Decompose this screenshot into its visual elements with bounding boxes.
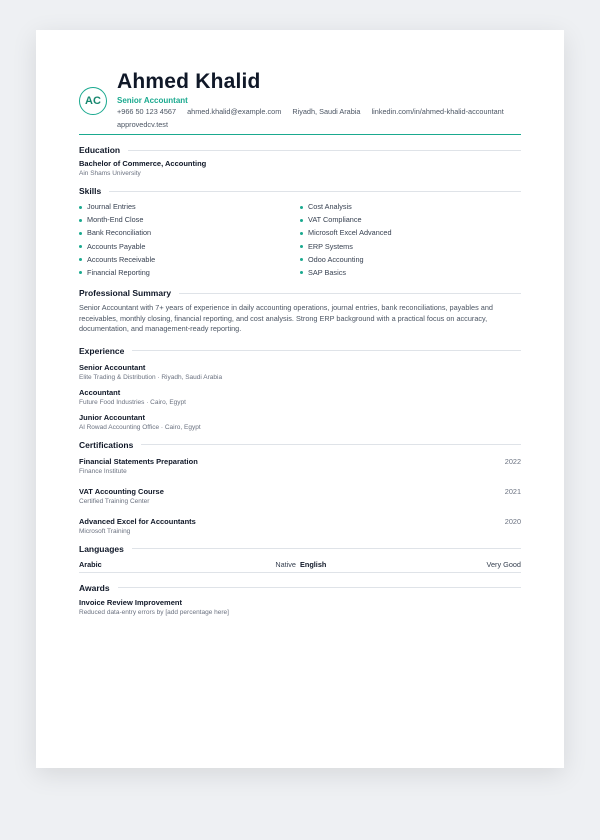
language-item bbox=[79, 558, 300, 572]
bullet-icon bbox=[300, 258, 303, 261]
certification-issuer: Certified Training Center bbox=[79, 497, 150, 505]
section-divider bbox=[132, 350, 521, 351]
bullet-icon bbox=[79, 245, 82, 248]
experience-item bbox=[79, 388, 521, 407]
bullet-icon bbox=[79, 206, 82, 209]
certification-name: Advanced Excel for Accountants bbox=[79, 516, 196, 526]
experience-role: Junior Accountant bbox=[79, 412, 145, 422]
section-divider bbox=[141, 444, 521, 445]
experience-item bbox=[79, 413, 521, 432]
skill-item bbox=[300, 266, 521, 279]
certification-item bbox=[79, 517, 521, 537]
certification-item bbox=[79, 487, 521, 512]
contact-email[interactable]: ahmed.khalid@example.com bbox=[187, 107, 282, 116]
resume-page bbox=[36, 30, 564, 768]
bullet-icon bbox=[79, 219, 82, 222]
section-languages bbox=[79, 542, 521, 573]
section-header bbox=[79, 184, 521, 198]
language-name: English bbox=[300, 559, 327, 569]
skill-item bbox=[300, 226, 521, 239]
section-certifications bbox=[79, 438, 521, 537]
language-level: Native bbox=[275, 559, 296, 569]
award-name: Invoice Review Improvement bbox=[79, 597, 182, 607]
section-divider bbox=[128, 150, 521, 151]
skill-item bbox=[300, 240, 521, 253]
skill-label: Odoo Accounting bbox=[308, 254, 364, 264]
certification-item bbox=[79, 457, 521, 482]
skill-label: Journal Entries bbox=[87, 202, 136, 211]
language-level: Very Good bbox=[486, 559, 521, 569]
contact-location: Riyadh, Saudi Arabia bbox=[292, 107, 361, 116]
skill-item bbox=[79, 226, 300, 239]
section-header bbox=[79, 286, 521, 300]
bullet-icon bbox=[300, 245, 303, 248]
section-awards bbox=[79, 581, 521, 617]
bullet-icon bbox=[300, 206, 303, 209]
certification-issuer: Microsoft Training bbox=[79, 527, 131, 535]
experience-role: Senior Accountant bbox=[79, 362, 146, 372]
bullet-icon bbox=[79, 232, 82, 235]
language-name: Arabic bbox=[79, 559, 102, 569]
section-divider bbox=[179, 293, 521, 294]
skill-item bbox=[300, 253, 521, 266]
section-divider bbox=[118, 587, 521, 588]
skill-label: SAP Basics bbox=[308, 267, 346, 277]
skill-label: Accounts Receivable bbox=[87, 254, 156, 264]
bullet-icon bbox=[300, 219, 303, 222]
certification-name: Financial Statements Preparation bbox=[79, 456, 198, 466]
section-summary bbox=[79, 286, 521, 335]
experience-detail: Future Food Industries · Cairo, Egypt bbox=[79, 398, 186, 406]
skill-item bbox=[300, 200, 521, 213]
skill-item bbox=[79, 240, 300, 253]
skills-column-left bbox=[79, 200, 300, 279]
section-skills bbox=[79, 184, 521, 279]
experience-detail: Elite Trading & Distribution · Riyadh, Saudi Arabia bbox=[79, 373, 223, 381]
resume-content bbox=[79, 70, 521, 617]
languages-row bbox=[79, 558, 521, 573]
section-experience bbox=[79, 344, 521, 432]
skill-item bbox=[79, 266, 300, 279]
skill-item bbox=[79, 213, 300, 226]
section-title: Education bbox=[79, 145, 121, 155]
experience-role: Accountant bbox=[79, 387, 121, 397]
certification-year: 2020 bbox=[504, 516, 521, 526]
resume-header bbox=[79, 70, 521, 136]
bullet-icon bbox=[79, 258, 82, 261]
experience-item bbox=[79, 363, 521, 382]
language-item bbox=[300, 558, 521, 572]
experience-detail: Al Rowad Accounting Office · Cairo, Egypt bbox=[79, 423, 201, 431]
section-divider bbox=[109, 191, 521, 192]
skills-grid bbox=[79, 200, 521, 279]
award-detail: Reduced data-entry errors by [add percentage here] bbox=[79, 608, 229, 616]
education-degree: Bachelor of Commerce, Accounting bbox=[79, 159, 207, 168]
skills-column-right bbox=[300, 200, 521, 279]
skill-label: Microsoft Excel Advanced bbox=[308, 228, 392, 238]
skill-item bbox=[300, 213, 521, 226]
candidate-name: Ahmed Khalid bbox=[117, 70, 261, 93]
skill-label: ERP Systems bbox=[308, 241, 353, 251]
section-header bbox=[79, 143, 521, 157]
contact-linkedin[interactable]: linkedin.com/in/ahmed-khalid-accountant bbox=[371, 107, 504, 116]
skill-label: VAT Compliance bbox=[308, 215, 362, 225]
section-title: Skills bbox=[79, 186, 102, 196]
section-title: Languages bbox=[79, 543, 124, 554]
certification-year: 2022 bbox=[504, 456, 521, 466]
education-entry bbox=[79, 159, 521, 178]
skill-label: Financial Reporting bbox=[87, 267, 150, 277]
candidate-role: Senior Accountant bbox=[117, 96, 188, 105]
bullet-icon bbox=[79, 271, 82, 274]
section-header bbox=[79, 581, 521, 595]
skill-label: Month-End Close bbox=[87, 215, 144, 225]
certification-name: VAT Accounting Course bbox=[79, 486, 164, 496]
skill-label: Accounts Payable bbox=[87, 241, 146, 251]
certification-year: 2021 bbox=[504, 486, 521, 496]
header-divider bbox=[79, 134, 521, 135]
section-title: Certifications bbox=[79, 439, 134, 450]
avatar: AC bbox=[79, 87, 107, 115]
bullet-icon bbox=[300, 232, 303, 235]
section-header bbox=[79, 438, 521, 452]
skill-item bbox=[79, 200, 300, 213]
section-title: Professional Summary bbox=[79, 288, 172, 299]
summary-text: Senior Accountant with 7+ years of experience in daily accounting operations, journal entries, bank reconciliations, payables and receivables, monthly closing, financial reporting, and cost analysis. Strong ERP background with a practical focus on accuracy, documentation, and management-ready reporting. bbox=[79, 303, 493, 334]
section-divider bbox=[132, 548, 521, 549]
section-header bbox=[79, 542, 521, 556]
education-school: Ain Shams University bbox=[79, 170, 141, 177]
contact-website[interactable]: approvedcv.test bbox=[117, 120, 168, 129]
contact-info bbox=[117, 106, 527, 131]
award-item bbox=[79, 598, 521, 617]
skill-item bbox=[79, 253, 300, 266]
certification-issuer: Finance Institute bbox=[79, 467, 127, 475]
contact-phone: +966 50 123 4567 bbox=[117, 107, 177, 116]
bullet-icon bbox=[300, 271, 303, 274]
skill-label: Bank Reconciliation bbox=[87, 228, 152, 238]
skill-label: Cost Analysis bbox=[308, 202, 352, 211]
section-title: Awards bbox=[79, 582, 110, 593]
section-header bbox=[79, 344, 521, 358]
section-education bbox=[79, 143, 521, 178]
header-text bbox=[117, 70, 527, 131]
section-title: Experience bbox=[79, 345, 125, 356]
